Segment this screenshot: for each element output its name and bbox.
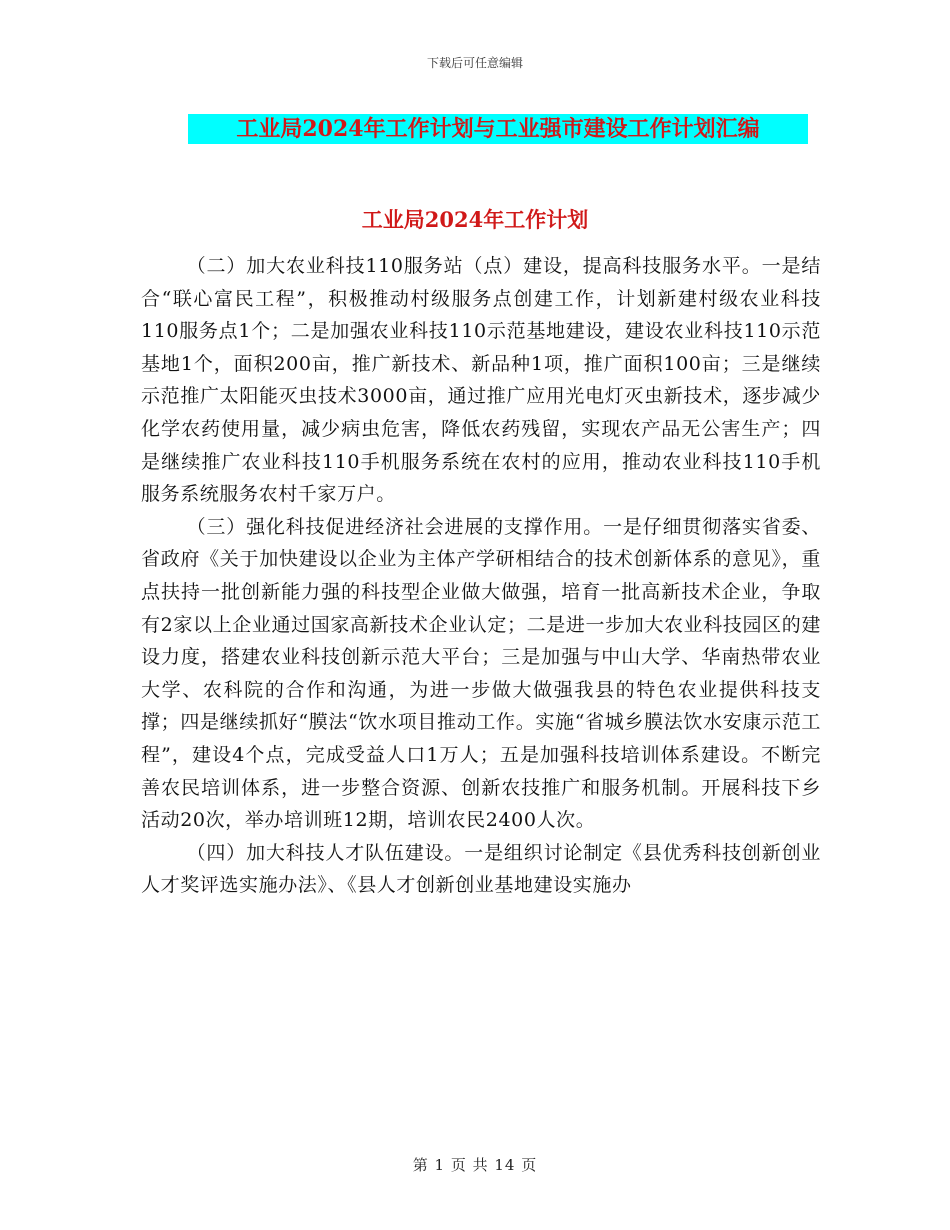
- paragraph-3: （三）强化科技促进经济社会进展的支撑作用。一是仔细贯彻落实省委、省政府《关于加快建设以企业为主体产学研相结合的技术创新体系的意见》，重点扶持一批创新能力强的科技型企业做大做强，培育一批高新技术企业，争取有2家以上企业通过国家高新技术企业认定；二是进一步加大农业科技园区的建设力度，搭建农业科技创新示范大平台；三是加强与中山大学、华南热带农业大学、农科院的合作和沟通，为进一步做大做强我县的特色农业提供科技支撑；四是继续抓好“膜法“饮水项目推动工作。实施“省城乡膜法饮水安康示范工程”，建设4个点，完成受益人口1万人；五是加强科技培训体系建设。不断完善农民培训体系，进一步整合资源、创新农技推广和服务机制。开展科技下乡活动20次，举办培训班12期，培训农民2400人次。: [141, 515, 821, 832]
- paragraph-4: （四）加大科技人才队伍建设。一是组织讨论制定《县优秀科技创新创业人才奖评选实施办法》、《县人才创新创业基地建设实施办: [141, 841, 821, 897]
- page-number: 第 1 页 共 14 页: [412, 1156, 538, 1174]
- section-title: 工业局2024年工作计划: [361, 207, 589, 232]
- paragraph-2: （二）加大农业科技110服务站（点）建设，提高科技服务水平。一是结合“联心富民工程”，积极推动村级服务点创建工作，计划新建村级农业科技110服务点1个；二是加强农业科技110示范基地建设，建设农业科技110示范基地1个，面积200亩，推广新技术、新品种1项，推广面积100亩；三是继续示范推广太阳能灭虫技术3000亩，通过推广应用光电灯灭虫新技术，逐步减少化学农药使用量，减少病虫危害，降低农药残留，实现农产品无公害生产；四是继续推广农业科技110手机服务系统在农村的应用，推动农业科技110手机服务系统服务农村千家万户。: [141, 255, 821, 506]
- document-main-title: 工业局2024年工作计划与工业强市建设工作计划汇编: [188, 114, 808, 144]
- header-note: 下载后可任意编辑: [426, 56, 523, 70]
- document-body: [141, 250, 821, 902]
